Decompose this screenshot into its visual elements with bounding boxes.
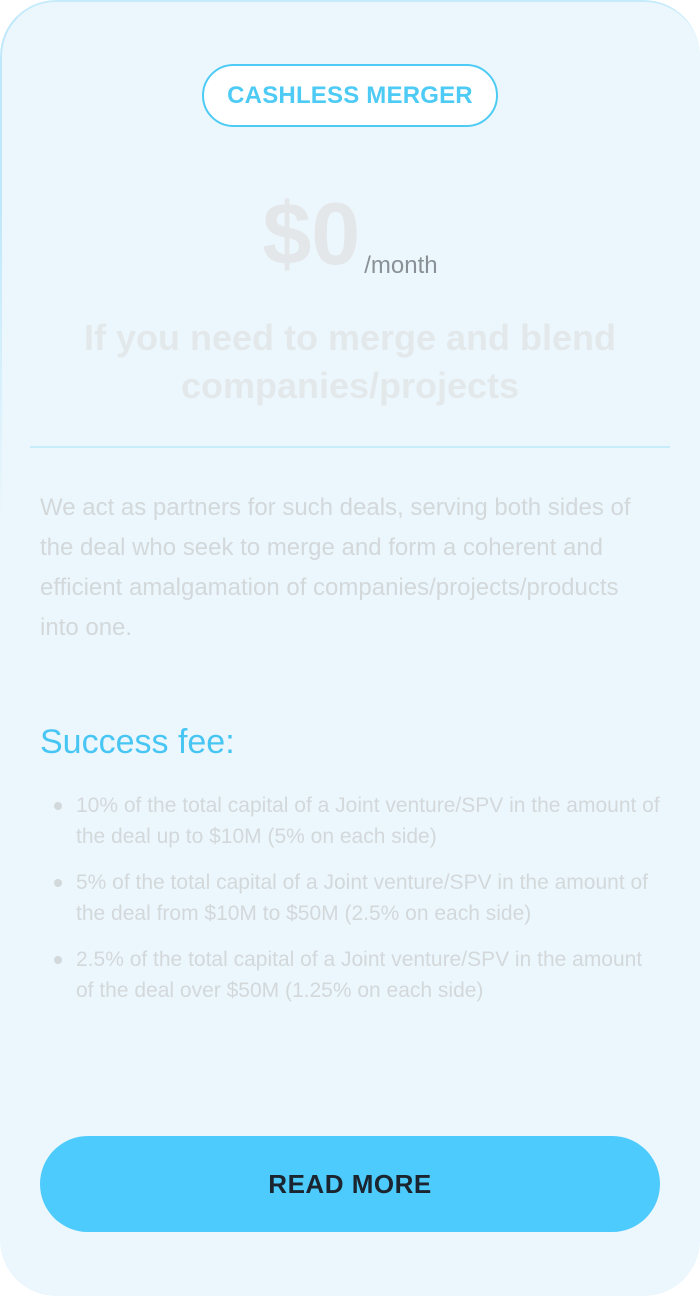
- bullet-icon: [54, 879, 62, 887]
- plan-tag: CASHLESS MERGER: [202, 64, 498, 127]
- price-unit: /month: [364, 252, 438, 279]
- list-item: [40, 867, 660, 929]
- plan-description: We act as partners for such deals, serving both sides of the deal who seek to merge and form a coherent and efficient amalgamation of companies/projects/products into one.: [40, 494, 631, 641]
- divider: [30, 446, 670, 448]
- plan-headline: If you need to merge and blend companies/projects: [83, 317, 617, 406]
- bullet-icon: [54, 802, 62, 810]
- list-item: [40, 944, 660, 1006]
- success-fee-title: Success fee:: [40, 723, 235, 761]
- fee-item-text: 2.5% of the total capital of a Joint venture/SPV in the amount of the deal over $50M (1.25% on each side): [76, 948, 643, 1002]
- fee-item-text: 10% of the total capital of a Joint venture/SPV in the amount of the deal up to $10M (5% on each side): [76, 794, 660, 848]
- list-item: [40, 790, 660, 852]
- bullet-icon: [54, 956, 62, 964]
- success-fee-list: [40, 790, 660, 1021]
- price-amount: $0: [262, 184, 361, 283]
- price: [0, 184, 700, 284]
- read-more-button[interactable]: READ MORE: [40, 1136, 660, 1232]
- fee-item-text: 5% of the total capital of a Joint venture/SPV in the amount of the deal from $10M to $50M (2.5% on each side): [76, 871, 649, 925]
